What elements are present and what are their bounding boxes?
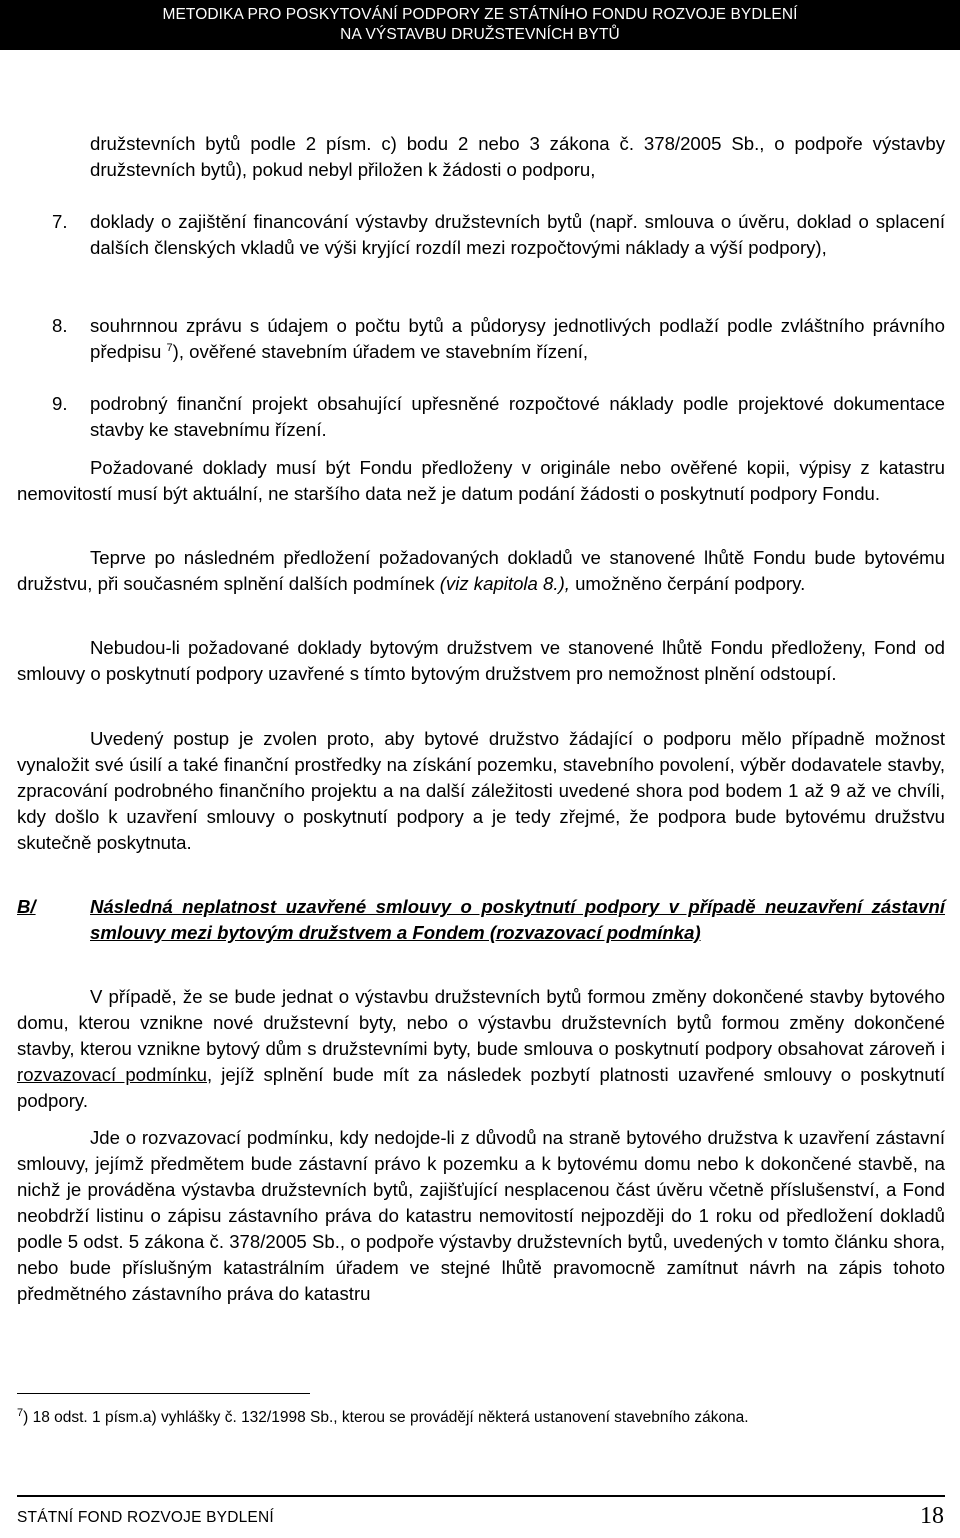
paragraph-5-term: rozvazovací podmínku [17, 1064, 207, 1085]
footnote-text: ) 18 odst. 1 písm.a) vyhlášky č. 132/1998 Sb., kterou se provádějí některá ustanovení stavebního zákona. [23, 1409, 749, 1426]
footnote-mark: 7 [17, 1406, 24, 1419]
footnote-ref-7: 7 [166, 341, 173, 354]
header-line-1: METODIKA PRO POSKYTOVÁNÍ PODPORY ZE STÁTNÍHO FONDU ROZVOJE BYDLENÍ [162, 6, 798, 23]
item-9-text: podrobný finanční projekt obsahující upřesněné rozpočtové náklady podle projektové dokumentace stavby ke stavebnímu řízení. [90, 393, 945, 440]
item-7-number: 7. [52, 211, 68, 232]
footnote-divider [17, 1393, 310, 1394]
paragraph-2-b: umožněno čerpání podpory. [569, 573, 806, 594]
item-8-text-b: ), ověřené stavebním úřadem ve stavebním řízení, [172, 341, 589, 362]
page-number: 18 [920, 1503, 944, 1529]
paragraph-5 [17, 984, 945, 1114]
item-7-text: doklady o zajištění financování výstavby družstevních bytů (např. smlouva o úvěru, doklad o splacení dalších členských vkladů ve výši kryjící rozdíl mezi rozpočtovými náklady a výší podpory), [90, 211, 945, 258]
paragraph-2-reference: (viz kapitola 8.), [439, 573, 570, 594]
footer-organization: STÁTNÍ FOND ROZVOJE BYDLENÍ [17, 1509, 274, 1526]
item-9-number: 9. [52, 393, 68, 414]
footer-divider [17, 1495, 945, 1497]
section-heading: Následná neplatnost uzavřené smlouvy o poskytnutí podpory v případě neuzavření zástavní smlouvy mezi bytovým družstvem a Fondem (rozvazovací podmínka) [90, 896, 945, 943]
item-8-number: 8. [52, 315, 68, 336]
paragraph-4: Uvedený postup je zvolen proto, aby bytové družstvo žádající o podporu mělo případně možnost vynaložit své úsilí a také finanční prostředky na získání pozemku, stavebního povolení, výběr dodavatele stavby, zpracování podrobného finančního projektu a na další záležitosti uvedené shora pod bodem 1 až 9 až ve chvíli, kdy došlo k uzavření smlouvy o poskytnutí podpory a je tedy zřejmé, že podpora bude bytovému družstvu skutečně poskytnuta. [17, 728, 945, 853]
header-line-2: NA VÝSTAVBU DRUŽSTEVNÍCH BYTŮ [340, 26, 620, 43]
continuation-text: družstevních bytů podle 2 písm. c) bodu 2 nebo 3 zákona č. 378/2005 Sb., o podpoře výstavby družstevních bytů), pokud nebyl přiložen k žádosti o podporu, [90, 133, 945, 180]
page-header [0, 0, 960, 50]
item-8-text [90, 313, 945, 365]
paragraph-5-b: , jejíž splnění bude mít za následek pozbytí platnosti uzavřené smlouvy o poskytnutí podpory. [17, 1064, 945, 1111]
item-8-text-a: souhrnnou zprávu s údajem o počtu bytů a půdorysy jednotlivých podlaží podle zvláštního právního předpisu [90, 315, 945, 362]
paragraph-6: Jde o rozvazovací podmínku, kdy nedojde-li z důvodů na straně bytového družstva k uzavření zástavní smlouvy, jejímž předmětem bude zástavní právo k pozemku a k bytovému domu nebo k dokončené stavbě, na nichž je prováděna výstavba družstevních bytů, zajišťující nesplacenou část úvěru včetně příslušenství, a Fond neobdrží listinu o zápisu zástavního práva do katastru nemovitostí nejpozději do 1 roku od předložení dokladů podle 5 odst. 5 zákona č. 378/2005 Sb., o podpoře výstavby družstevních bytů, uvedených v tomto článku shora, nebo bude příslušným katastrálním úřadem ve stejné lhůtě pravomocně zamítnut návrh na zápis tohoto předmětného zástavního práva do katastru [17, 1127, 945, 1304]
footnote [17, 1407, 947, 1428]
paragraph-2 [17, 545, 945, 597]
section-letter: B/ [17, 896, 36, 917]
paragraph-3: Nebudou-li požadované doklady bytovým družstvem ve stanovené lhůtě Fondu předloženy, Fond od smlouvy o poskytnutí podpory uzavřené s tímto bytovým družstvem pro nemožnost plnění odstoupí. [17, 637, 945, 684]
paragraph-5-a: V případě, že se bude jednat o výstavbu družstevních bytů formou změny dokončené stavby bytového domu, kterou vznikne nové družstevní byty, nebo o výstavbu družstevních bytů formou změny dokončené stavby, kterou vznikne bytový dům s družstevními byty, bude smlouva o poskytnutí podpory obsahovat zároveň i [17, 986, 945, 1059]
paragraph-1: Požadované doklady musí být Fondu předloženy v originále nebo ověřené kopii, výpisy z katastru nemovitostí musí být aktuální, ne staršího data než je datum podání žádosti o poskytnutí podpory Fondu. [17, 457, 945, 504]
paragraph-2-a: Teprve po následném předložení požadovaných dokladů ve stanovené lhůtě Fondu bude bytovému družstvu, při současném splnění dalších podmínek [17, 547, 945, 594]
